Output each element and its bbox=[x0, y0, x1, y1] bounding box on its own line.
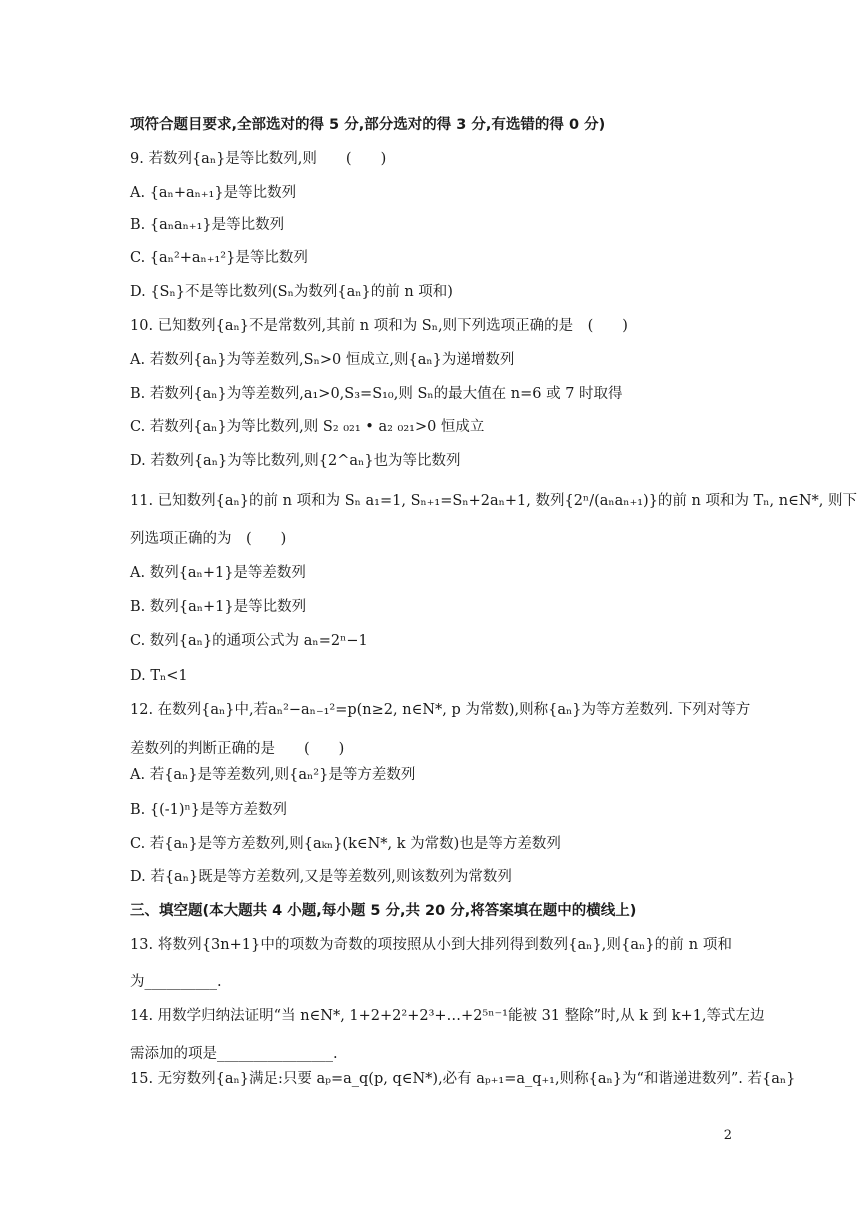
text-line-q9c: C. {aₙ²+aₙ₊₁²}是等比数列 bbox=[130, 250, 308, 266]
text-line-q12b: 差数列的判断正确的是 ( ) bbox=[130, 741, 345, 757]
text-line-q9: 9. 若数列{aₙ}是等比数列,则 ( ) bbox=[130, 151, 387, 167]
text-line-q11C: C. 数列{aₙ}的通项公式为 aₙ=2ⁿ−1 bbox=[130, 633, 368, 649]
text-line-q9a: A. {aₙ+aₙ₊₁}是等比数列 bbox=[130, 185, 297, 201]
text-line-q12A: A. 若{aₙ}是等差数列,则{aₙ²}是等方差数列 bbox=[130, 767, 416, 783]
text-line-q14: 14. 用数学归纳法证明“当 n∈N*, 1+2+2²+2³+…+2⁵ⁿ⁻¹能被 31 整除”时,从 k 到 k+1,等式左边 bbox=[130, 1008, 765, 1024]
text-line-q11B: B. 数列{aₙ+1}是等比数列 bbox=[130, 599, 307, 615]
text-line-q15: 15. 无穷数列{aₙ}满足:只要 aₚ=a_q(p, q∈N*),必有 aₚ₊₁=a_q₊₁,则称{aₙ}为“和谐递进数列”. 若{aₙ} bbox=[130, 1071, 796, 1087]
text-line-q10c: C. 若数列{aₙ}为等比数列,则 S₂ ₀₂₁ • a₂ ₀₂₁>0 恒成立 bbox=[130, 419, 485, 435]
text-line-q10: 10. 已知数列{aₙ}不是常数列,其前 n 项和为 Sₙ,则下列选项正确的是 ( ) bbox=[130, 318, 628, 334]
text-line-q11A: A. 数列{aₙ+1}是等差数列 bbox=[130, 565, 306, 581]
text-line-q10d: D. 若数列{aₙ}为等比数列,则{2^aₙ}也为等比数列 bbox=[130, 453, 461, 469]
text-line-q10b: B. 若数列{aₙ}为等差数列,a₁>0,S₃=S₁₀,则 Sₙ的最大值在 n=6 或 7 时取得 bbox=[130, 386, 623, 402]
text-line-q11: 11. 已知数列{aₙ}的前 n 项和为 Sₙ a₁=1, Sₙ₊₁=Sₙ+2aₙ+1, 数列{2ⁿ/(aₙaₙ₊₁)}的前 n 项和为 Tₙ, n∈N*, 则下 bbox=[130, 493, 857, 509]
text-line-q9b: B. {aₙaₙ₊₁}是等比数列 bbox=[130, 217, 285, 233]
text-line-q13b: 为__________. bbox=[130, 974, 222, 990]
text-line-q11b: 列选项正确的为 ( ) bbox=[130, 531, 287, 547]
text-line-q12B: B. {(-1)ⁿ}是等方差数列 bbox=[130, 802, 288, 818]
text-line-q12: 12. 在数列{aₙ}中,若aₙ²−aₙ₋₁²=p(n≥2, n∈N*, p 为常数),则称{aₙ}为等方差数列. 下列对等方 bbox=[130, 702, 751, 718]
text-line-sec3: 三、填空题(本大题共 4 小题,每小题 5 分,共 20 分,将答案填在题中的横线上) bbox=[130, 903, 637, 919]
text-line-q12C: C. 若{aₙ}是等方差数列,则{aₖₙ}(k∈N*, k 为常数)也是等方差数列 bbox=[130, 836, 561, 852]
text-line-q9d: D. {Sₙ}不是等比数列(Sₙ为数列{aₙ}的前 n 项和) bbox=[130, 284, 453, 300]
page-number: 2 bbox=[723, 1128, 732, 1143]
text-line-q12D: D. 若{aₙ}既是等方差数列,又是等差数列,则该数列为常数列 bbox=[130, 869, 512, 885]
text-line-instr: 项符合题目要求,全部选对的得 5 分,部分选对的得 3 分,有选错的得 0 分) bbox=[130, 117, 606, 133]
text-line-q11D: D. Tₙ<1 bbox=[130, 668, 188, 684]
text-line-q13: 13. 将数列{3n+1}中的项数为奇数的项按照从小到大排列得到数列{aₙ},则{aₙ}的前 n 项和 bbox=[130, 937, 732, 953]
text-line-q14b: 需添加的项是________________. bbox=[130, 1046, 338, 1062]
text-line-q10a: A. 若数列{aₙ}为等差数列,Sₙ>0 恒成立,则{aₙ}为递增数列 bbox=[130, 352, 515, 368]
